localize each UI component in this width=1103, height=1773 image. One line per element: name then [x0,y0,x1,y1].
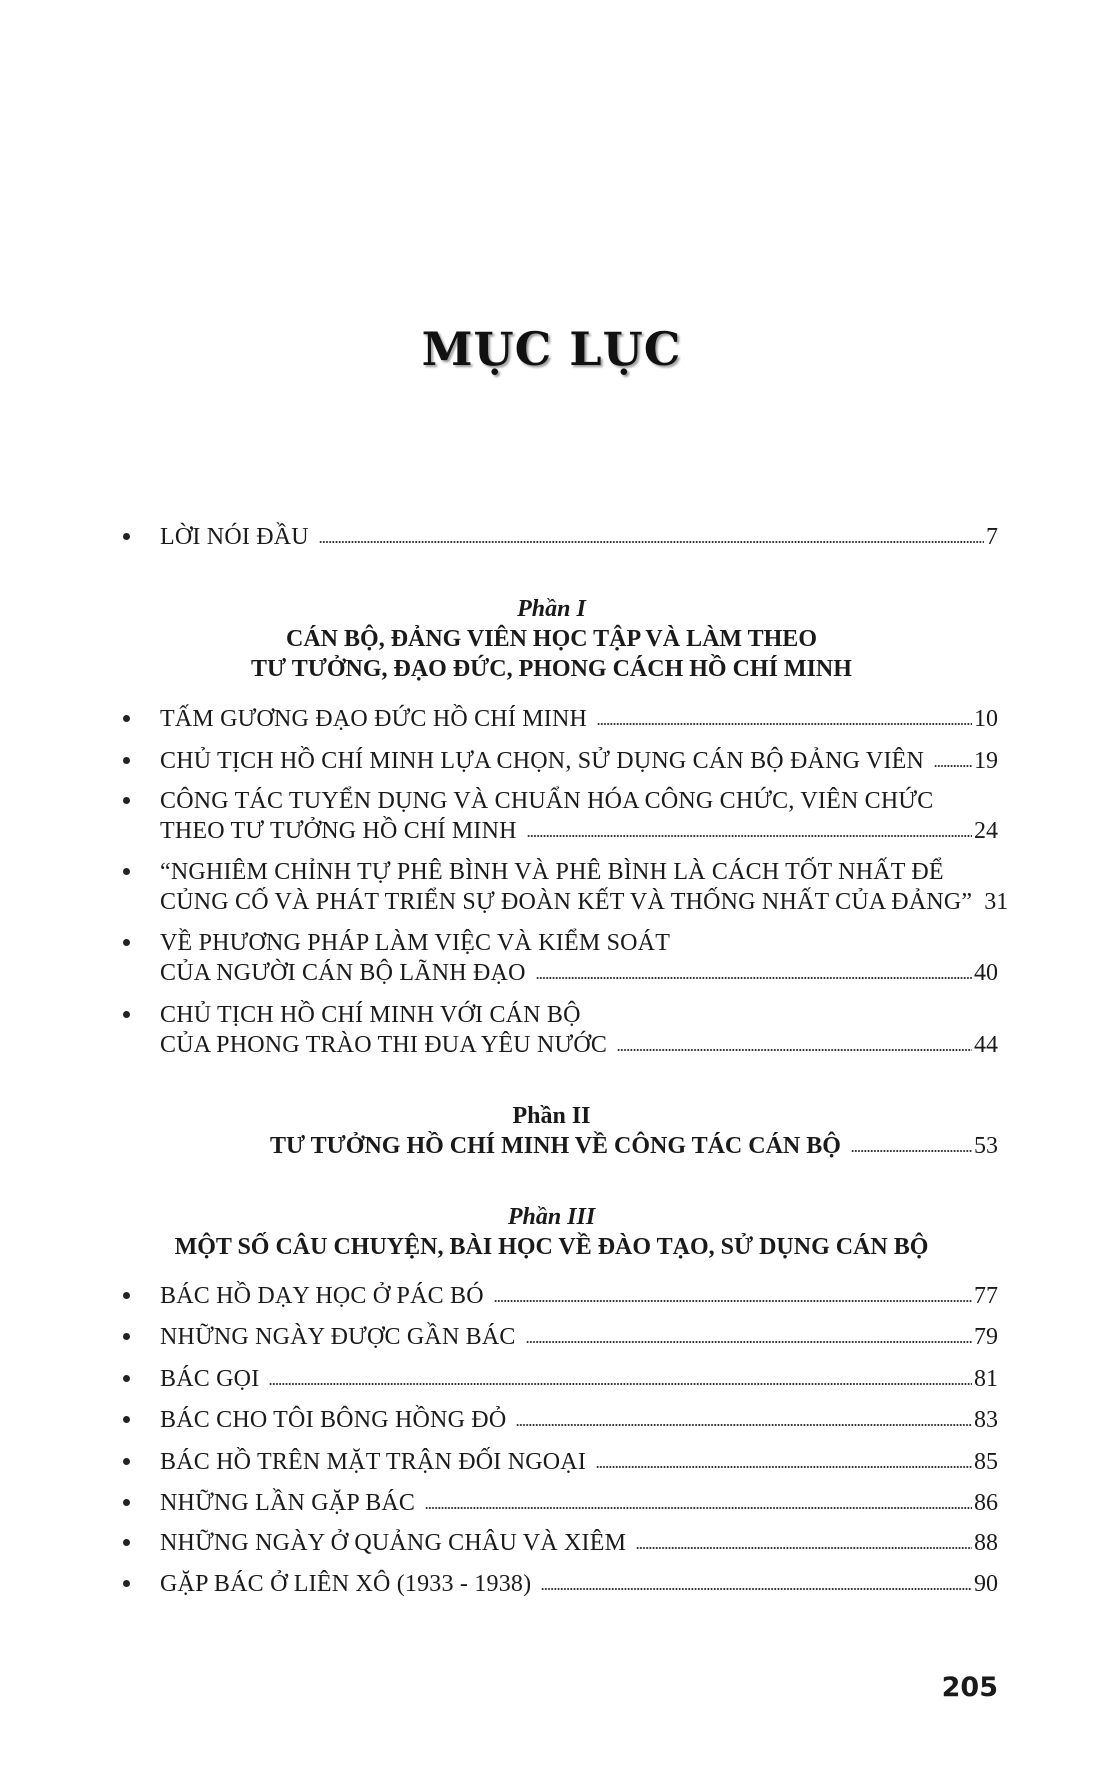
toc-entry-title: CÔNG TÁC TUYỂN DỤNG VÀ CHUẨN HÓA CÔNG CHỨC, VIÊN CHỨC [160,788,934,814]
toc-entry[interactable] [123,928,998,986]
toc-entry[interactable] [123,1569,998,1599]
toc-line [160,857,998,887]
toc-line [160,1405,998,1435]
bullet-icon [123,1458,130,1465]
dot-leader [851,1148,972,1154]
toc-entry-page: 85 [974,1449,998,1475]
toc-line [160,1322,998,1352]
toc-entry-title: CHỦ TỊCH HỒ CHÍ MINH VỚI CÁN BỘ [160,1002,581,1028]
toc-entry-title: BÁC HỒ TRÊN MẶT TRẬN ĐỐI NGOẠI [160,1449,587,1475]
toc-entry[interactable] [123,1322,998,1352]
toc-entry[interactable] [123,786,998,844]
dot-leader [934,763,972,769]
toc-line [160,1447,998,1477]
bullet-icon [123,1292,130,1299]
dot-leader [425,1505,972,1511]
toc-entry-title: “NGHIÊM CHỈNH TỰ PHÊ BÌNH VÀ PHÊ BÌNH LÀ CÁCH TỐT NHẤT ĐỂ [160,859,944,885]
toc-line [160,522,998,552]
toc-entry-page: 83 [974,1407,998,1433]
part-heading: TƯ TƯỞNG HỒ CHÍ MINH VỀ CÔNG TÁC CÁN BỘ [270,1133,841,1159]
toc-line [160,786,998,816]
toc-line [160,816,998,846]
toc-line [160,1569,998,1599]
toc-entry-title: THEO TƯ TƯỞNG HỒ CHÍ MINH [160,818,517,844]
toc-entry[interactable] [123,1528,998,1558]
part-label: Phần I [517,596,586,622]
toc-line [160,1000,998,1030]
page-title: MỤC LỤC [421,322,682,376]
dot-leader [597,721,972,727]
toc-line [160,887,1009,917]
dot-leader [269,1381,972,1387]
toc-entry-part2[interactable] [270,1131,998,1161]
toc-entry-title: BÁC CHO TÔI BÔNG HỒNG ĐỎ [160,1407,507,1433]
toc-entry-title: NHỮNG LẦN GẶP BÁC [160,1490,416,1516]
toc-line [160,1030,998,1060]
toc-entry-page: 7 [986,524,998,550]
toc-entry-page: 19 [974,748,998,774]
part-heading: TƯ TƯỞNG, ĐẠO ĐỨC, PHONG CÁCH HỒ CHÍ MINH [251,656,852,682]
toc-entry[interactable] [123,1364,998,1394]
toc-entry-title: NHỮNG NGÀY ĐƯỢC GẦN BÁC [160,1324,516,1350]
toc-entry-page: 31 [984,889,1009,915]
bullet-icon [123,1539,130,1546]
bullet-icon [123,1333,130,1340]
toc-entry[interactable] [123,1405,998,1435]
toc-entry-page: 24 [974,818,998,844]
toc-entry-title: CỦA NGƯỜI CÁN BỘ LÃNH ĐẠO [160,960,526,986]
toc-entry[interactable] [123,1488,998,1518]
bullet-icon [123,533,130,540]
bullet-icon [123,1580,130,1587]
toc-line [160,1281,998,1311]
bullet-icon [123,939,130,946]
toc-entry[interactable] [123,746,998,776]
toc-entry-title: BÁC HỒ DẠY HỌC Ở PÁC BÓ [160,1283,484,1309]
dot-leader [596,1464,972,1470]
toc-entry-page: 53 [974,1133,998,1159]
toc-line [160,1488,998,1518]
toc-entry-page: 79 [974,1324,998,1350]
bullet-icon [123,868,130,875]
toc-entry-page: 77 [974,1283,998,1309]
bullet-icon [123,715,130,722]
toc-entry-title: TẤM GƯƠNG ĐẠO ĐỨC HỒ CHÍ MINH [160,706,588,732]
toc-entry-title: CỦNG CỐ VÀ PHÁT TRIỂN SỰ ĐOÀN KẾT VÀ THỐNG NHẤT CỦA ĐẢNG” [160,889,973,915]
bullet-icon [123,797,130,804]
dot-leader [636,1545,972,1551]
toc-entry-page: 86 [974,1490,998,1516]
dot-leader [494,1298,972,1304]
bullet-icon [123,1011,130,1018]
bullet-icon [123,1375,130,1382]
toc-entry-title: NHỮNG NGÀY Ở QUẢNG CHÂU VÀ XIÊM [160,1530,627,1556]
toc-entry[interactable] [123,857,1009,915]
part-heading: MỘT SỐ CÂU CHUYỆN, BÀI HỌC VỀ ĐÀO TẠO, SỬ DỤNG CÁN BỘ [174,1234,929,1260]
dot-leader [617,1047,972,1053]
toc-entry[interactable] [123,1281,998,1311]
toc-line [160,1528,998,1558]
toc-entry-title: VỀ PHƯƠNG PHÁP LÀM VIỆC VÀ KIỂM SOÁT [160,930,671,956]
dot-leader [526,1339,972,1345]
toc-entry-page: 10 [974,706,998,732]
dot-leader [516,1422,972,1428]
dot-leader [319,539,984,545]
dot-leader [527,833,972,839]
toc-line [160,928,998,958]
toc-entry-title: LỜI NÓI ĐẦU [160,524,309,550]
part-heading: CÁN BỘ, ĐẢNG VIÊN HỌC TẬP VÀ LÀM THEO [286,626,817,652]
toc-line [160,746,998,776]
toc-entry-intro[interactable] [123,522,998,552]
toc-entry-title: GẶP BÁC Ở LIÊN XÔ (1933 - 1938) [160,1571,532,1597]
dot-leader [541,1586,972,1592]
toc-line [160,1364,998,1394]
page-number: 205 [941,1672,998,1703]
toc-entry-page: 90 [974,1571,998,1597]
bullet-icon [123,1499,130,1506]
toc-entry-page: 40 [974,960,998,986]
toc-line [160,704,998,734]
toc-entry-page: 88 [974,1530,998,1556]
toc-entry-page: 44 [974,1032,998,1058]
toc-entry-title: CỦA PHONG TRÀO THI ĐUA YÊU NƯỚC [160,1032,608,1058]
toc-entry-page: 81 [974,1366,998,1392]
dot-leader [536,975,972,981]
bullet-icon [123,1416,130,1423]
bullet-icon [123,757,130,764]
toc-entry[interactable] [123,1447,998,1477]
toc-entry-title: BÁC GỌI [160,1366,260,1392]
toc-entry-title: CHỦ TỊCH HỒ CHÍ MINH LỰA CHỌN, SỬ DỤNG CÁN BỘ ĐẢNG VIÊN [160,748,925,774]
toc-entry[interactable] [123,704,998,734]
part-label: Phần II [512,1103,591,1129]
toc-line [160,958,998,988]
part-label: Phần III [507,1204,596,1230]
toc-entry[interactable] [123,1000,998,1058]
